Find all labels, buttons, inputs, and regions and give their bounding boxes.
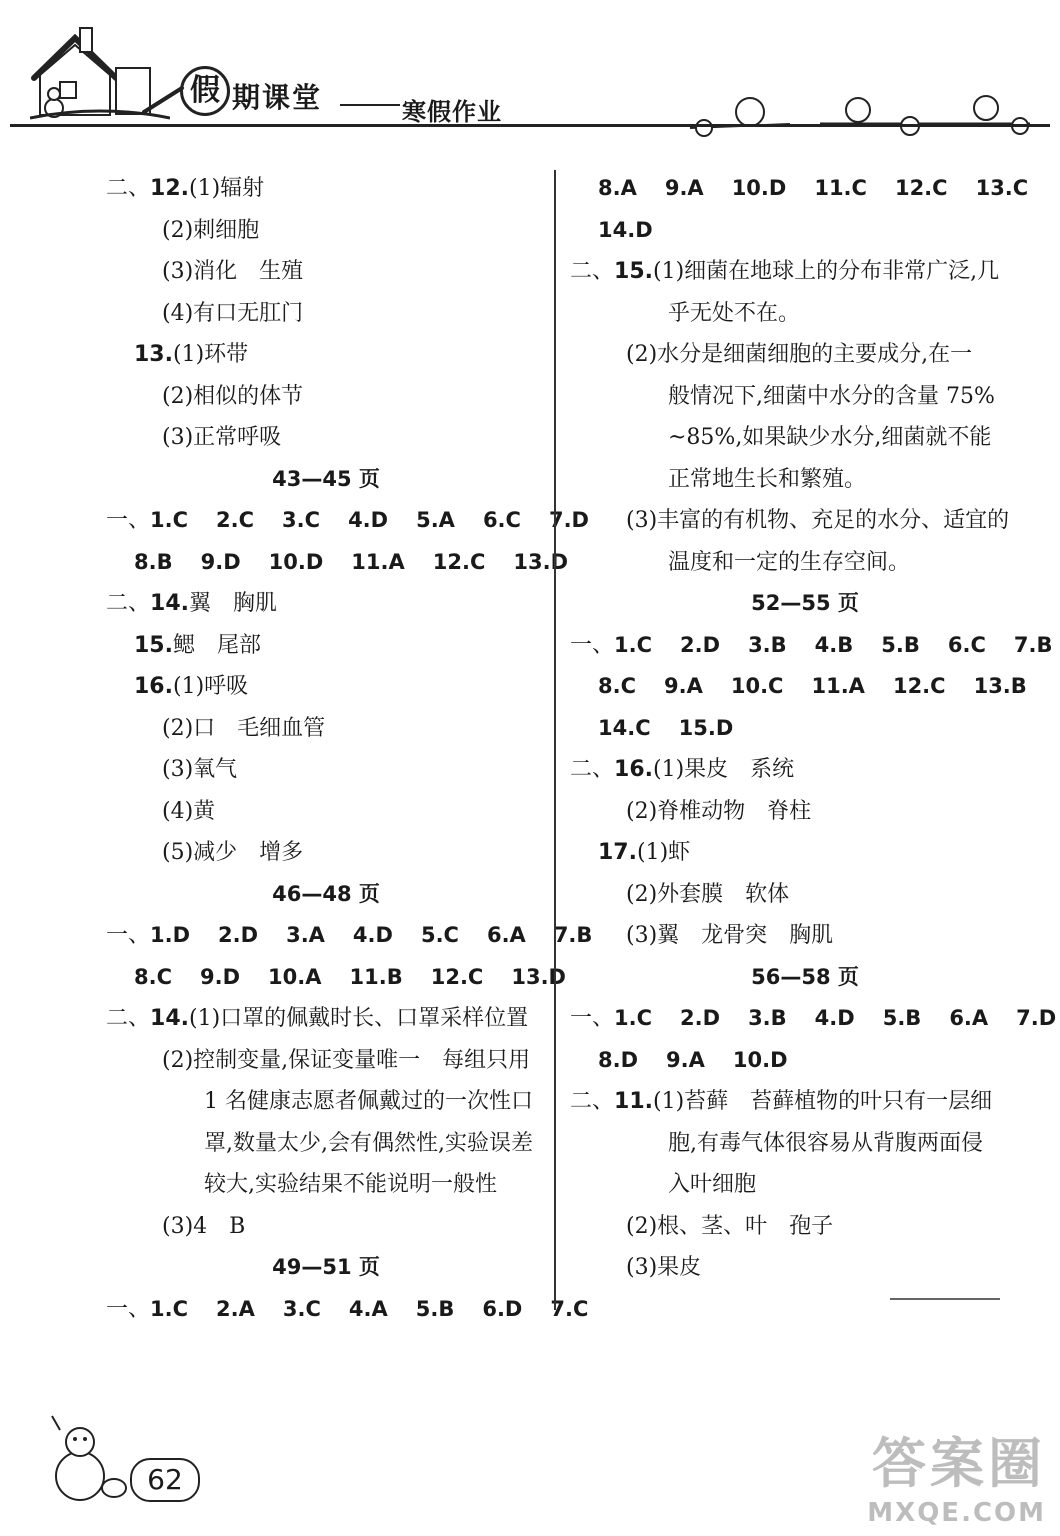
answer-line — [106, 334, 546, 376]
answer-text: 胞,有毒气体很容易从背腹两面侵 — [668, 1130, 983, 1156]
answer-text: (2)口 毛细血管 — [162, 715, 326, 741]
answer-text: (1)辐射 — [189, 176, 265, 201]
choice-answer: 5.B — [882, 1006, 922, 1030]
answer-text: (1)果皮 系统 — [653, 757, 795, 782]
choice-answer: 10.D — [731, 176, 787, 200]
choice-answer: 11.A — [811, 674, 865, 698]
answer-text: (2)刺细胞 — [162, 217, 260, 243]
answer-line — [106, 583, 546, 625]
answer-text: (2)脊椎动物 脊柱 — [626, 798, 812, 824]
part-label: 一、 — [106, 508, 151, 533]
choice-answer: 6.A — [486, 923, 526, 947]
choice-answer: 10.D — [732, 1047, 788, 1072]
choice-answer: 10.A — [268, 964, 322, 989]
answer-line — [570, 251, 1040, 293]
answer-line — [570, 1164, 1040, 1206]
answer-text: (4)黄 — [162, 798, 216, 824]
question-number: 15. — [614, 259, 653, 284]
part-label: 一、 — [106, 923, 151, 948]
part-label: 二、 — [106, 1006, 151, 1031]
choice-answer: 3.B — [748, 632, 787, 657]
answer-line — [106, 293, 546, 335]
choice-answer: 1.C — [150, 508, 189, 532]
choice-answer: 12.C — [430, 964, 484, 989]
part-label: 一、 — [570, 1006, 615, 1031]
answer-line — [106, 1040, 546, 1082]
choice-answer: 3.C — [282, 1296, 321, 1321]
answer-line — [106, 251, 546, 293]
answer-line — [106, 1289, 589, 1331]
question-number: 15. — [134, 632, 173, 658]
answer-line — [570, 210, 1040, 252]
answer-text: 罩,数量太少,会有偶然性,实验误差 — [204, 1130, 533, 1156]
answer-line — [106, 500, 589, 542]
choice-answer: 6.C — [947, 632, 986, 657]
page-number: 62 — [130, 1458, 200, 1502]
answer-line — [570, 791, 1040, 833]
choice-answer: 1.D — [150, 923, 191, 947]
choice-answer: 12.C — [894, 176, 948, 200]
header-subtitle: 寒假作业 — [402, 98, 502, 126]
answer-line — [106, 915, 593, 957]
answer-line — [570, 832, 1040, 874]
part-label: 二、 — [106, 176, 151, 201]
choice-answer: 4.D — [348, 508, 389, 532]
answer-line — [570, 666, 1040, 708]
answer-line — [106, 1081, 546, 1123]
answer-text: (2)控制变量,保证变量唯一 每组只用 — [162, 1047, 531, 1073]
choice-answer: 8.C — [598, 674, 637, 698]
choice-answer: 7.D — [548, 508, 589, 532]
question-number: 14. — [150, 591, 189, 616]
choice-answer: 14.C — [598, 715, 651, 740]
choice-answer: 7.D — [1016, 1006, 1057, 1030]
choice-answer: 13.C — [975, 176, 1029, 200]
answer-line — [106, 1206, 546, 1248]
answer-text: (1)虾 — [636, 840, 691, 865]
choice-answer: 9.A — [664, 176, 704, 200]
choice-answer: 13.D — [511, 964, 566, 989]
answer-column-left — [106, 168, 593, 1330]
answer-line — [106, 998, 546, 1040]
header-rule — [10, 124, 1050, 127]
choice-answer: 6.A — [949, 1006, 989, 1030]
answer-line — [570, 708, 1040, 750]
choice-answer: 7.B — [1013, 632, 1053, 657]
answer-line — [106, 168, 546, 210]
answer-text: (2)外套膜 软体 — [626, 881, 790, 907]
choice-answer: 9.A — [666, 1047, 705, 1072]
section-heading: 56—58 页 — [751, 964, 859, 989]
answer-text: (4)有口无肛门 — [162, 300, 304, 326]
question-number: 12. — [150, 176, 189, 201]
section-heading: 52—55 页 — [751, 591, 859, 615]
answer-line — [570, 1081, 1040, 1123]
choice-answer: 4.B — [814, 632, 854, 657]
choice-answer: 2.D — [218, 923, 259, 947]
choice-answer: 11.C — [814, 176, 867, 200]
choice-answer: 15.D — [678, 715, 734, 740]
choice-answer: 9.A — [664, 674, 703, 698]
answer-line — [570, 542, 1040, 584]
answer-text: (2)水分是细菌细胞的主要成分,在一 — [626, 342, 973, 367]
question-number: 16. — [134, 674, 173, 699]
answer-line — [570, 334, 1040, 376]
answer-line — [106, 542, 569, 584]
choice-answer: 13.D — [513, 549, 569, 574]
choice-answer: 5.B — [415, 1296, 455, 1321]
choice-answer: 10.D — [268, 549, 324, 574]
answer-text: (1)呼吸 — [172, 674, 249, 699]
choice-answer: 7.B — [553, 923, 593, 947]
question-number: 17. — [598, 840, 637, 865]
part-label: 二、 — [570, 259, 615, 284]
answer-line — [570, 874, 1040, 916]
answer-line — [570, 915, 1040, 957]
answer-line — [570, 749, 1040, 791]
choice-answer: 2.D — [680, 632, 721, 657]
section-heading: 49—51 页 — [272, 1255, 380, 1279]
answer-text: (3)翼 龙骨突 胸肌 — [626, 923, 834, 948]
answer-text: (1)环带 — [172, 342, 249, 367]
choice-answer: 5.C — [420, 923, 459, 947]
answer-text: ~85%,如果缺少水分,细菌就不能 — [668, 425, 992, 450]
choice-answer: 11.A — [351, 549, 405, 574]
choice-answer: 8.B — [134, 549, 173, 574]
snowman-illustration — [44, 1412, 134, 1504]
answer-text: (3)果皮 — [626, 1255, 702, 1280]
answer-text: (3)氧气 — [162, 757, 238, 782]
part-label: 二、 — [570, 1089, 615, 1114]
choice-answer: 8.A — [598, 176, 637, 200]
choice-answer: 6.D — [482, 1296, 523, 1321]
section-heading: 43—45 页 — [272, 466, 380, 491]
choice-answer: 2.C — [216, 508, 255, 532]
answer-line — [106, 417, 546, 459]
section-heading: 46—48 页 — [272, 881, 380, 906]
answer-text: 温度和一定的生存空间。 — [668, 549, 911, 575]
choice-answer: 9.D — [200, 964, 241, 989]
answer-text: 般情况下,细菌中水分的含量 75% — [668, 383, 995, 409]
part-label: 一、 — [570, 632, 615, 658]
answer-line — [106, 749, 546, 791]
choice-answer: 4.D — [814, 1006, 855, 1030]
answer-line — [570, 1040, 1040, 1082]
part-label: 一、 — [106, 1296, 151, 1322]
part-label: 二、 — [570, 757, 615, 782]
choice-answer: 3.A — [286, 923, 325, 947]
choice-answer: 2.D — [680, 1006, 721, 1030]
choice-answer: 4.A — [348, 1296, 388, 1321]
watermark-logo: 答案圈 — [872, 1432, 1046, 1495]
answer-text: (3)丰富的有机物、充足的水分、适宜的 — [626, 508, 1010, 533]
choice-answer: 1.C — [614, 1006, 653, 1030]
choice-answer: 5.A — [416, 508, 455, 532]
choice-answer: 1.C — [150, 1296, 189, 1321]
snowball-decoration — [690, 90, 1030, 142]
choice-answer: 5.B — [881, 632, 920, 657]
choice-answer: 12.C — [432, 549, 486, 574]
answer-text: (3)4 B — [162, 1213, 246, 1239]
answer-line — [106, 210, 546, 252]
answer-line — [570, 1123, 1040, 1165]
answer-line — [106, 666, 546, 708]
answer-line — [106, 625, 546, 667]
choice-answer: 11.B — [349, 964, 403, 989]
question-number: 14. — [150, 1006, 189, 1031]
choice-answer: 14.D — [598, 217, 653, 242]
part-label: 二、 — [106, 591, 151, 616]
answer-text: 乎无处不在。 — [668, 300, 801, 326]
brand-logo-char: 假 — [180, 66, 230, 116]
answer-text: (2)相似的体节 — [162, 383, 304, 409]
choice-answer: 13.B — [973, 674, 1027, 698]
answer-text: (3)正常呼吸 — [162, 425, 282, 450]
answer-line — [106, 1164, 546, 1206]
watermark — [867, 1421, 1046, 1528]
answer-text: 翼 胸肌 — [189, 591, 278, 616]
answer-text: (1)苔藓 苔藓植物的叶只有一层细 — [653, 1089, 993, 1114]
answer-text: (3)消化 生殖 — [162, 259, 304, 284]
answer-text: 入叶细胞 — [668, 1172, 757, 1197]
answer-text: (1)口罩的佩戴时长、口罩采样位置 — [189, 1006, 529, 1031]
answer-line — [570, 1247, 1040, 1289]
answer-text: (2)根、茎、叶 孢子 — [626, 1213, 834, 1239]
choice-answer: 8.D — [598, 1047, 639, 1072]
answer-line — [570, 417, 1040, 459]
answer-line — [106, 832, 546, 874]
answer-text: 1 名健康志愿者佩戴过的一次性口 — [204, 1089, 533, 1114]
brand-title: 期课堂 — [232, 81, 323, 114]
answer-text: 正常地生长和繁殖。 — [668, 466, 867, 492]
answer-line — [106, 708, 546, 750]
choice-answer: 1.C — [614, 632, 653, 657]
choice-answer: 2.A — [216, 1296, 255, 1321]
answer-line — [570, 293, 1040, 335]
choice-answer: 8.C — [134, 964, 173, 989]
choice-answer: 3.B — [748, 1006, 787, 1030]
answer-line — [570, 459, 1040, 501]
brand-underline — [340, 104, 400, 106]
question-number: 11. — [614, 1089, 653, 1114]
answer-line — [106, 376, 546, 418]
answer-line — [106, 791, 546, 833]
answer-column-right — [570, 168, 1057, 1289]
column-divider — [554, 170, 556, 1310]
choice-answer: 3.C — [282, 508, 321, 532]
choice-answer: 9.D — [200, 549, 241, 574]
answer-line — [106, 957, 566, 999]
choice-answer: 7.C — [550, 1296, 589, 1321]
question-number: 13. — [134, 342, 173, 367]
choice-answer: 6.C — [482, 508, 521, 532]
answer-text: 鳃 尾部 — [172, 632, 261, 658]
answer-line — [106, 1123, 546, 1165]
question-number: 16. — [614, 757, 653, 782]
page-header — [0, 0, 1060, 140]
answer-line — [570, 168, 1040, 210]
watermark-url: MXQE.COM — [867, 1498, 1046, 1528]
answer-line — [570, 376, 1040, 418]
answer-line — [570, 500, 1040, 542]
answer-line — [570, 625, 1053, 667]
choice-answer: 10.C — [730, 674, 784, 698]
answer-text: (1)细菌在地球上的分布非常广泛,几 — [653, 259, 1000, 284]
choice-answer: 12.C — [892, 674, 946, 698]
choice-answer: 4.D — [352, 923, 393, 947]
answer-line — [570, 998, 1057, 1040]
column-end-line — [890, 1298, 1000, 1300]
answer-text: 较大,实验结果不能说明一般性 — [204, 1172, 497, 1197]
answer-line — [570, 1206, 1040, 1248]
answer-text: (5)减少 增多 — [162, 840, 304, 865]
